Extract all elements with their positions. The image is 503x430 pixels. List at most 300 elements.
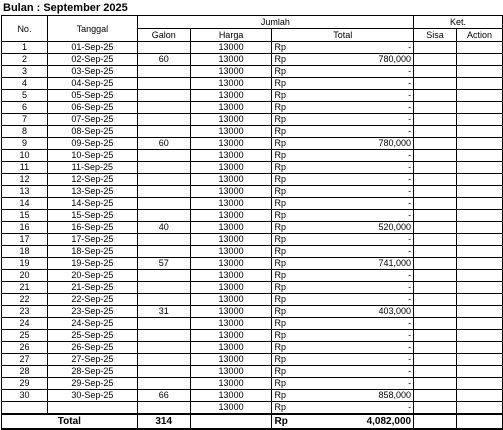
cell-total[interactable]: - xyxy=(290,246,414,258)
cell-tanggal[interactable]: 24-Sep-25 xyxy=(47,318,137,330)
table-row xyxy=(2,390,503,402)
cell-no[interactable]: 12 xyxy=(2,174,48,186)
table-row xyxy=(2,342,503,354)
cell-total[interactable]: 858,000 xyxy=(290,390,414,402)
cell-galon[interactable] xyxy=(137,102,190,114)
cell-no[interactable]: 7 xyxy=(2,114,48,126)
cell-no[interactable]: 23 xyxy=(2,306,48,318)
cell-currency[interactable]: Rp xyxy=(272,222,290,234)
cell-action[interactable] xyxy=(457,306,503,318)
cell-harga[interactable]: 13000 xyxy=(190,162,272,174)
cell-galon[interactable] xyxy=(137,366,190,378)
table-row xyxy=(2,138,503,150)
cell-harga[interactable]: 13000 xyxy=(190,66,272,78)
cell-currency[interactable]: Rp xyxy=(272,198,290,210)
cell-currency[interactable]: Rp xyxy=(272,294,290,306)
cell-tanggal[interactable]: 29-Sep-25 xyxy=(47,378,137,390)
cell-galon[interactable] xyxy=(137,354,190,366)
cell-action[interactable] xyxy=(457,330,503,342)
table-row xyxy=(2,198,503,210)
table-row xyxy=(2,150,503,162)
cell-total[interactable]: - xyxy=(290,186,414,198)
cell-no[interactable]: 14 xyxy=(2,198,48,210)
cell-galon[interactable] xyxy=(137,78,190,90)
total-amount: 4,082,000 xyxy=(290,414,414,429)
header-no: No. xyxy=(2,16,48,42)
cell-sisa[interactable] xyxy=(414,306,457,318)
table-row xyxy=(2,402,503,415)
cell-currency[interactable]: Rp xyxy=(272,318,290,330)
cell-currency[interactable]: Rp xyxy=(272,114,290,126)
cell-galon[interactable] xyxy=(137,282,190,294)
cell-harga[interactable]: 13000 xyxy=(190,282,272,294)
cell-tanggal[interactable]: 25-Sep-25 xyxy=(47,330,137,342)
cell-galon[interactable] xyxy=(137,150,190,162)
cell-currency[interactable]: Rp xyxy=(272,234,290,246)
cell-no[interactable]: 17 xyxy=(2,234,48,246)
cell-action[interactable] xyxy=(457,390,503,402)
total-row xyxy=(2,414,503,429)
cell-no[interactable]: 27 xyxy=(2,354,48,366)
cell-currency[interactable]: Rp xyxy=(272,162,290,174)
cell-galon[interactable]: 40 xyxy=(137,222,190,234)
cell-galon[interactable] xyxy=(137,162,190,174)
cell-sisa[interactable] xyxy=(414,294,457,306)
cell-tanggal[interactable]: 23-Sep-25 xyxy=(47,306,137,318)
cell-total[interactable]: - xyxy=(290,198,414,210)
table-row xyxy=(2,366,503,378)
cell-total[interactable]: - xyxy=(290,378,414,390)
cell-sisa[interactable] xyxy=(414,54,457,66)
cell-sisa[interactable] xyxy=(414,210,457,222)
cell-total[interactable]: - xyxy=(290,294,414,306)
cell-total[interactable]: - xyxy=(290,330,414,342)
cell-sisa[interactable] xyxy=(414,222,457,234)
cell-harga[interactable]: 13000 xyxy=(190,54,272,66)
cell-total[interactable]: 741,000 xyxy=(290,258,414,270)
cell-tanggal[interactable]: 12-Sep-25 xyxy=(47,174,137,186)
total-label: Total xyxy=(2,414,138,429)
cell-tanggal[interactable]: 22-Sep-25 xyxy=(47,294,137,306)
table-row xyxy=(2,246,503,258)
cell-tanggal[interactable]: 17-Sep-25 xyxy=(47,234,137,246)
cell-currency[interactable]: Rp xyxy=(272,210,290,222)
cell-tanggal[interactable]: 08-Sep-25 xyxy=(47,126,137,138)
cell-currency[interactable]: Rp xyxy=(272,150,290,162)
cell-action[interactable] xyxy=(457,186,503,198)
cell-no[interactable]: 11 xyxy=(2,162,48,174)
cell-harga[interactable]: 13000 xyxy=(190,222,272,234)
cell-tanggal[interactable]: 16-Sep-25 xyxy=(47,222,137,234)
header-sisa: Sisa xyxy=(414,29,457,42)
cell-sisa[interactable] xyxy=(414,366,457,378)
cell-galon[interactable] xyxy=(137,246,190,258)
cell-tanggal[interactable]: 13-Sep-25 xyxy=(47,186,137,198)
cell-sisa[interactable] xyxy=(414,90,457,102)
cell-sisa[interactable] xyxy=(414,198,457,210)
cell-currency[interactable]: Rp xyxy=(272,354,290,366)
cell-no[interactable]: 20 xyxy=(2,270,48,282)
cell-tanggal[interactable] xyxy=(47,402,137,415)
cell-sisa[interactable] xyxy=(414,258,457,270)
cell-action[interactable] xyxy=(457,318,503,330)
cell-currency[interactable]: Rp xyxy=(272,126,290,138)
cell-action[interactable] xyxy=(457,126,503,138)
cell-no[interactable]: 28 xyxy=(2,366,48,378)
cell-sisa[interactable] xyxy=(414,186,457,198)
cell-currency[interactable]: Rp xyxy=(272,390,290,402)
cell-sisa[interactable] xyxy=(414,102,457,114)
cell-no[interactable]: 8 xyxy=(2,126,48,138)
cell-galon[interactable] xyxy=(137,378,190,390)
cell-sisa[interactable] xyxy=(414,378,457,390)
cell-currency[interactable]: Rp xyxy=(272,78,290,90)
cell-sisa[interactable] xyxy=(414,150,457,162)
cell-total[interactable]: - xyxy=(290,174,414,186)
cell-currency[interactable]: Rp xyxy=(272,306,290,318)
cell-tanggal[interactable]: 20-Sep-25 xyxy=(47,270,137,282)
table-row xyxy=(2,54,503,66)
cell-sisa[interactable] xyxy=(414,234,457,246)
table-row xyxy=(2,330,503,342)
cell-sisa[interactable] xyxy=(414,342,457,354)
cell-action[interactable] xyxy=(457,222,503,234)
cell-total[interactable]: - xyxy=(290,126,414,138)
table-row xyxy=(2,126,503,138)
cell-action[interactable] xyxy=(457,78,503,90)
cell-harga[interactable]: 13000 xyxy=(190,42,272,54)
cell-galon[interactable]: 57 xyxy=(137,258,190,270)
cell-galon[interactable] xyxy=(137,234,190,246)
cell-harga[interactable]: 13000 xyxy=(190,342,272,354)
cell-action[interactable] xyxy=(457,54,503,66)
cell-sisa[interactable] xyxy=(414,174,457,186)
cell-total[interactable]: - xyxy=(290,402,414,415)
cell-total[interactable]: - xyxy=(290,270,414,282)
cell-action[interactable] xyxy=(457,366,503,378)
table-row xyxy=(2,318,503,330)
cell-action[interactable] xyxy=(457,114,503,126)
cell-harga[interactable]: 13000 xyxy=(190,198,272,210)
cell-currency[interactable]: Rp xyxy=(272,66,290,78)
cell-galon[interactable]: 60 xyxy=(137,54,190,66)
cell-currency[interactable]: Rp xyxy=(272,246,290,258)
cell-action[interactable] xyxy=(457,210,503,222)
cell-sisa[interactable] xyxy=(414,330,457,342)
header-action: Action xyxy=(457,29,503,42)
cell-currency[interactable]: Rp xyxy=(272,330,290,342)
cell-tanggal[interactable]: 07-Sep-25 xyxy=(47,114,137,126)
cell-harga[interactable]: 13000 xyxy=(190,258,272,270)
table-row xyxy=(2,66,503,78)
cell-sisa[interactable] xyxy=(414,114,457,126)
cell-harga[interactable]: 13000 xyxy=(190,246,272,258)
cell-currency[interactable]: Rp xyxy=(272,54,290,66)
table-row xyxy=(2,282,503,294)
cell-action[interactable] xyxy=(457,258,503,270)
cell-no[interactable]: 1 xyxy=(2,42,48,54)
cell-galon[interactable] xyxy=(137,318,190,330)
cell-action[interactable] xyxy=(457,378,503,390)
cell-no[interactable]: 30 xyxy=(2,390,48,402)
cell-total[interactable]: - xyxy=(290,342,414,354)
cell-total[interactable]: - xyxy=(290,282,414,294)
cell-no[interactable]: 2 xyxy=(2,54,48,66)
cell-harga[interactable]: 13000 xyxy=(190,90,272,102)
cell-currency[interactable]: Rp xyxy=(272,402,290,415)
cell-no[interactable] xyxy=(2,402,48,415)
cell-action[interactable] xyxy=(457,354,503,366)
cell-sisa[interactable] xyxy=(414,66,457,78)
cell-harga[interactable]: 13000 xyxy=(190,174,272,186)
cell-no[interactable]: 6 xyxy=(2,102,48,114)
cell-tanggal[interactable]: 30-Sep-25 xyxy=(47,390,137,402)
cell-sisa[interactable] xyxy=(414,78,457,90)
cell-galon[interactable] xyxy=(137,186,190,198)
cell-harga[interactable]: 13000 xyxy=(190,294,272,306)
table-row xyxy=(2,378,503,390)
cell-action[interactable] xyxy=(457,66,503,78)
table-body xyxy=(2,42,503,415)
cell-no[interactable]: 18 xyxy=(2,246,48,258)
cell-no[interactable]: 29 xyxy=(2,378,48,390)
cell-galon[interactable] xyxy=(137,126,190,138)
cell-tanggal[interactable]: 28-Sep-25 xyxy=(47,366,137,378)
header-tanggal: Tanggal xyxy=(47,16,137,42)
cell-tanggal[interactable]: 19-Sep-25 xyxy=(47,258,137,270)
cell-no[interactable]: 10 xyxy=(2,150,48,162)
total-sisa-cell xyxy=(414,414,457,429)
cell-no[interactable]: 9 xyxy=(2,138,48,150)
cell-total[interactable]: - xyxy=(290,150,414,162)
cell-currency[interactable]: Rp xyxy=(272,102,290,114)
cell-tanggal[interactable]: 09-Sep-25 xyxy=(47,138,137,150)
cell-no[interactable]: 15 xyxy=(2,210,48,222)
cell-action[interactable] xyxy=(457,138,503,150)
cell-galon[interactable] xyxy=(137,210,190,222)
cell-action[interactable] xyxy=(457,234,503,246)
cell-currency[interactable]: Rp xyxy=(272,366,290,378)
data-table xyxy=(1,15,503,430)
cell-total[interactable]: - xyxy=(290,66,414,78)
cell-harga[interactable]: 13000 xyxy=(190,138,272,150)
cell-no[interactable]: 24 xyxy=(2,318,48,330)
cell-total[interactable]: 403,000 xyxy=(290,306,414,318)
cell-no[interactable]: 26 xyxy=(2,342,48,354)
table-row xyxy=(2,222,503,234)
cell-harga[interactable]: 13000 xyxy=(190,270,272,282)
cell-sisa[interactable] xyxy=(414,318,457,330)
cell-currency[interactable]: Rp xyxy=(272,282,290,294)
cell-sisa[interactable] xyxy=(414,162,457,174)
cell-action[interactable] xyxy=(457,246,503,258)
cell-galon[interactable] xyxy=(137,42,190,54)
cell-tanggal[interactable]: 11-Sep-25 xyxy=(47,162,137,174)
header-galon: Galon xyxy=(137,29,190,42)
cell-no[interactable]: 21 xyxy=(2,282,48,294)
cell-currency[interactable]: Rp xyxy=(272,342,290,354)
cell-total[interactable]: 780,000 xyxy=(290,138,414,150)
cell-currency[interactable]: Rp xyxy=(272,186,290,198)
cell-harga[interactable]: 13000 xyxy=(190,354,272,366)
cell-total[interactable]: - xyxy=(290,210,414,222)
cell-sisa[interactable] xyxy=(414,138,457,150)
table-row xyxy=(2,354,503,366)
cell-galon[interactable] xyxy=(137,174,190,186)
cell-sisa[interactable] xyxy=(414,402,457,415)
cell-galon[interactable] xyxy=(137,402,190,415)
cell-harga[interactable]: 13000 xyxy=(190,102,272,114)
cell-currency[interactable]: Rp xyxy=(272,378,290,390)
cell-action[interactable] xyxy=(457,42,503,54)
cell-tanggal[interactable]: 14-Sep-25 xyxy=(47,198,137,210)
header-jumlah: Jumlah xyxy=(137,16,413,29)
cell-total[interactable]: - xyxy=(290,162,414,174)
cell-harga[interactable]: 13000 xyxy=(190,366,272,378)
cell-total[interactable]: - xyxy=(290,366,414,378)
cell-galon[interactable] xyxy=(137,90,190,102)
cell-no[interactable]: 4 xyxy=(2,78,48,90)
table-row xyxy=(2,114,503,126)
cell-harga[interactable]: 13000 xyxy=(190,78,272,90)
table-row xyxy=(2,174,503,186)
total-galon: 314 xyxy=(137,414,190,429)
table-row xyxy=(2,270,503,282)
cell-action[interactable] xyxy=(457,162,503,174)
cell-action[interactable] xyxy=(457,174,503,186)
table-row xyxy=(2,234,503,246)
cell-total[interactable]: - xyxy=(290,354,414,366)
cell-total[interactable]: - xyxy=(290,234,414,246)
cell-no[interactable]: 19 xyxy=(2,258,48,270)
cell-harga[interactable]: 13000 xyxy=(190,318,272,330)
cell-tanggal[interactable]: 18-Sep-25 xyxy=(47,246,137,258)
cell-harga[interactable]: 13000 xyxy=(190,210,272,222)
cell-action[interactable] xyxy=(457,102,503,114)
cell-sisa[interactable] xyxy=(414,282,457,294)
cell-sisa[interactable] xyxy=(414,126,457,138)
cell-total[interactable]: 780,000 xyxy=(290,54,414,66)
cell-harga[interactable]: 13000 xyxy=(190,390,272,402)
cell-tanggal[interactable]: 05-Sep-25 xyxy=(47,90,137,102)
cell-harga[interactable]: 13000 xyxy=(190,150,272,162)
cell-total[interactable]: 520,000 xyxy=(290,222,414,234)
table-row xyxy=(2,78,503,90)
cell-action[interactable] xyxy=(457,90,503,102)
cell-sisa[interactable] xyxy=(414,270,457,282)
cell-total[interactable]: - xyxy=(290,42,414,54)
cell-no[interactable]: 22 xyxy=(2,294,48,306)
cell-galon[interactable] xyxy=(137,114,190,126)
cell-sisa[interactable] xyxy=(414,354,457,366)
cell-tanggal[interactable]: 27-Sep-25 xyxy=(47,354,137,366)
cell-tanggal[interactable]: 10-Sep-25 xyxy=(47,150,137,162)
cell-total[interactable]: - xyxy=(290,90,414,102)
cell-galon[interactable]: 60 xyxy=(137,138,190,150)
cell-tanggal[interactable]: 21-Sep-25 xyxy=(47,282,137,294)
cell-action[interactable] xyxy=(457,342,503,354)
cell-no[interactable]: 5 xyxy=(2,90,48,102)
table-row xyxy=(2,210,503,222)
cell-no[interactable]: 13 xyxy=(2,186,48,198)
sheet-title: Bulan : September 2025 xyxy=(3,2,128,14)
cell-total[interactable]: - xyxy=(290,318,414,330)
cell-action[interactable] xyxy=(457,150,503,162)
cell-galon[interactable] xyxy=(137,198,190,210)
cell-currency[interactable]: Rp xyxy=(272,90,290,102)
cell-harga[interactable]: 13000 xyxy=(190,378,272,390)
cell-galon[interactable] xyxy=(137,294,190,306)
cell-sisa[interactable] xyxy=(414,42,457,54)
cell-currency[interactable]: Rp xyxy=(272,258,290,270)
cell-currency[interactable]: Rp xyxy=(272,42,290,54)
cell-action[interactable] xyxy=(457,198,503,210)
cell-action[interactable] xyxy=(457,294,503,306)
cell-no[interactable]: 3 xyxy=(2,66,48,78)
total-currency: Rp xyxy=(272,414,290,429)
cell-tanggal[interactable]: 26-Sep-25 xyxy=(47,342,137,354)
cell-harga[interactable]: 13000 xyxy=(190,186,272,198)
cell-galon[interactable] xyxy=(137,342,190,354)
cell-tanggal[interactable]: 01-Sep-25 xyxy=(47,42,137,54)
cell-currency[interactable]: Rp xyxy=(272,270,290,282)
table-header xyxy=(2,16,503,42)
cell-currency[interactable]: Rp xyxy=(272,138,290,150)
total-action-cell xyxy=(457,414,503,429)
cell-tanggal[interactable]: 04-Sep-25 xyxy=(47,78,137,90)
table-row xyxy=(2,306,503,318)
cell-galon[interactable] xyxy=(137,330,190,342)
cell-galon[interactable] xyxy=(137,66,190,78)
cell-tanggal[interactable]: 03-Sep-25 xyxy=(47,66,137,78)
cell-tanggal[interactable]: 06-Sep-25 xyxy=(47,102,137,114)
cell-galon[interactable] xyxy=(137,270,190,282)
table-row xyxy=(2,90,503,102)
header-ket: Ket. xyxy=(414,16,503,29)
header-harga: Harga xyxy=(190,29,272,42)
table-footer xyxy=(2,414,503,429)
cell-no[interactable]: 16 xyxy=(2,222,48,234)
cell-harga[interactable]: 13000 xyxy=(190,306,272,318)
cell-action[interactable] xyxy=(457,270,503,282)
cell-action[interactable] xyxy=(457,402,503,415)
cell-total[interactable]: - xyxy=(290,114,414,126)
cell-harga[interactable]: 13000 xyxy=(190,402,272,415)
cell-harga[interactable]: 13000 xyxy=(190,330,272,342)
table-row xyxy=(2,102,503,114)
cell-tanggal[interactable]: 15-Sep-25 xyxy=(47,210,137,222)
total-harga-cell xyxy=(190,414,272,429)
cell-tanggal[interactable]: 02-Sep-25 xyxy=(47,54,137,66)
cell-total[interactable]: - xyxy=(290,102,414,114)
table-row xyxy=(2,42,503,54)
table-row xyxy=(2,258,503,270)
cell-action[interactable] xyxy=(457,282,503,294)
cell-no[interactable]: 25 xyxy=(2,330,48,342)
cell-harga[interactable]: 13000 xyxy=(190,234,272,246)
cell-sisa[interactable] xyxy=(414,246,457,258)
cell-total[interactable]: - xyxy=(290,78,414,90)
cell-harga[interactable]: 13000 xyxy=(190,114,272,126)
table-row xyxy=(2,186,503,198)
cell-currency[interactable]: Rp xyxy=(272,174,290,186)
cell-harga[interactable]: 13000 xyxy=(190,126,272,138)
table-row xyxy=(2,162,503,174)
cell-sisa[interactable] xyxy=(414,390,457,402)
header-total: Total xyxy=(272,29,414,42)
cell-galon[interactable]: 31 xyxy=(137,306,190,318)
cell-galon[interactable]: 66 xyxy=(137,390,190,402)
